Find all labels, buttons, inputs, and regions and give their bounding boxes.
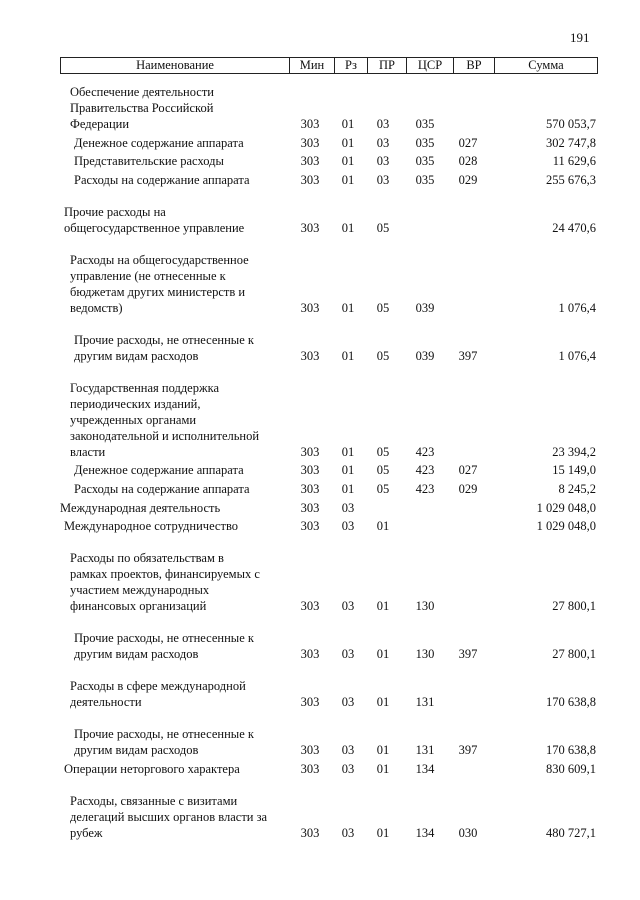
row-name: Прочие расходы, не отнесенные к другим видам расходов xyxy=(74,727,254,758)
row-pr: 01 xyxy=(376,825,390,840)
table-row xyxy=(60,135,598,151)
row-csr: 134 xyxy=(415,761,435,776)
row-name: Государственная поддержка периодических изданий, учрежденных органами законодательной и исполнительной власти xyxy=(70,380,260,459)
header-pr: ПР xyxy=(367,58,406,73)
table-row xyxy=(60,761,598,777)
row-rz: 01 xyxy=(341,481,355,496)
row-vr: 397 xyxy=(458,647,478,662)
row-pr: 01 xyxy=(376,695,390,710)
row-rz: 01 xyxy=(341,220,355,235)
row-min: 303 xyxy=(300,444,320,459)
row-name: Расходы на содержание аппарата xyxy=(74,481,250,496)
row-pr: 03 xyxy=(376,154,390,169)
row-csr: 423 xyxy=(415,481,435,496)
row-sum: 1 029 048,0 xyxy=(536,500,596,515)
row-rz: 03 xyxy=(341,519,355,534)
row-min: 303 xyxy=(300,500,320,515)
table-row xyxy=(60,630,598,662)
row-min: 303 xyxy=(300,599,320,614)
row-pr: 01 xyxy=(376,519,390,534)
row-vr: 028 xyxy=(458,154,478,169)
row-rz: 01 xyxy=(341,154,355,169)
row-rz: 01 xyxy=(341,172,355,187)
row-rz: 01 xyxy=(341,463,355,478)
row-pr: 03 xyxy=(376,135,390,150)
table-row xyxy=(60,153,598,169)
row-sum: 1 076,4 xyxy=(558,348,596,363)
row-min: 303 xyxy=(300,695,320,710)
row-name: Прочие расходы, не отнесенные к другим видам расходов xyxy=(74,332,254,363)
row-min: 303 xyxy=(300,463,320,478)
row-min: 303 xyxy=(300,481,320,496)
row-csr: 131 xyxy=(415,743,435,758)
row-min: 303 xyxy=(300,761,320,776)
row-vr: 027 xyxy=(458,135,478,150)
row-csr: 039 xyxy=(415,348,435,363)
row-name: Международная деятельность xyxy=(60,500,221,515)
table-row xyxy=(60,500,598,516)
row-pr: 05 xyxy=(376,348,390,363)
row-sum: 480 727,1 xyxy=(546,825,596,840)
row-csr: 131 xyxy=(415,695,435,710)
row-rz: 03 xyxy=(341,599,355,614)
row-min: 303 xyxy=(300,743,320,758)
row-rz: 01 xyxy=(341,117,355,131)
row-min: 303 xyxy=(300,154,320,169)
row-vr: 397 xyxy=(458,743,478,758)
table-row xyxy=(60,252,598,316)
row-pr: 01 xyxy=(376,743,390,758)
row-name: Расходы по обязательствам в рамках проектов, финансируемых с участием международных финансовых организаций xyxy=(70,551,260,614)
table-row xyxy=(60,726,598,758)
row-sum: 170 638,8 xyxy=(546,743,596,758)
row-name: Операции неторгового характера xyxy=(64,761,240,776)
row-name: Расходы на общегосударственное управление (не отнесенные к бюджетам других министерств и ведомств) xyxy=(70,252,249,315)
row-csr: 130 xyxy=(415,647,435,662)
row-csr: 035 xyxy=(415,135,435,150)
table-row xyxy=(60,462,598,478)
row-sum: 830 609,1 xyxy=(546,761,596,776)
row-csr: 423 xyxy=(415,444,435,459)
header-rz: Рз xyxy=(334,58,367,73)
table-row xyxy=(60,380,598,460)
header-csr: ЦСР xyxy=(406,58,453,73)
row-pr: 03 xyxy=(376,117,390,131)
table-header xyxy=(60,57,598,74)
row-sum: 27 800,1 xyxy=(552,599,596,614)
row-name: Денежное содержание аппарата xyxy=(74,463,244,478)
row-sum: 1 029 048,0 xyxy=(536,519,596,534)
table-row xyxy=(60,793,598,841)
row-rz: 01 xyxy=(341,300,355,315)
row-name: Обеспечение деятельности Правительства Российской Федерации xyxy=(70,85,215,131)
row-csr: 423 xyxy=(415,463,435,478)
row-sum: 27 800,1 xyxy=(552,647,596,662)
row-sum: 170 638,8 xyxy=(546,695,596,710)
row-rz: 01 xyxy=(341,348,355,363)
row-sum: 302 747,8 xyxy=(546,135,596,150)
row-vr: 029 xyxy=(458,172,478,187)
row-sum: 23 394,2 xyxy=(552,444,596,459)
row-pr: 05 xyxy=(376,463,390,478)
row-vr: 397 xyxy=(458,348,478,363)
row-pr: 03 xyxy=(376,172,390,187)
row-min: 303 xyxy=(300,172,320,187)
row-pr: 01 xyxy=(376,599,390,614)
row-sum: 8 245,2 xyxy=(558,481,596,496)
table-row xyxy=(60,204,598,236)
row-min: 303 xyxy=(300,348,320,363)
row-csr: 035 xyxy=(415,172,435,187)
row-rz: 01 xyxy=(341,135,355,150)
row-rz: 03 xyxy=(341,500,355,515)
table-row xyxy=(60,550,598,614)
row-rz: 03 xyxy=(341,743,355,758)
header-vr: ВР xyxy=(453,58,494,73)
row-min: 303 xyxy=(300,519,320,534)
table-row xyxy=(60,518,598,534)
row-min: 303 xyxy=(300,300,320,315)
row-min: 303 xyxy=(300,117,320,131)
row-name: Денежное содержание аппарата xyxy=(74,135,244,150)
row-sum: 570 053,7 xyxy=(546,117,596,131)
row-pr: 05 xyxy=(376,481,390,496)
row-sum: 255 676,3 xyxy=(546,172,596,187)
table-body xyxy=(60,84,598,843)
row-rz: 03 xyxy=(341,825,355,840)
table-row xyxy=(60,172,598,188)
table-row xyxy=(60,84,598,132)
row-min: 303 xyxy=(300,135,320,150)
row-csr: 039 xyxy=(415,300,435,315)
header-name: Наименование xyxy=(136,58,214,72)
page-number: 191 xyxy=(570,30,590,45)
row-name: Прочие расходы, не отнесенные к другим видам расходов xyxy=(74,631,254,662)
row-sum: 1 076,4 xyxy=(558,300,596,315)
row-csr: 035 xyxy=(415,117,435,131)
row-vr: 030 xyxy=(458,825,478,840)
row-min: 303 xyxy=(300,825,320,840)
row-name: Международное сотрудничество xyxy=(64,519,239,534)
row-pr: 05 xyxy=(376,220,390,235)
row-name: Представительские расходы xyxy=(74,154,224,169)
row-vr: 029 xyxy=(458,481,478,496)
row-name: Расходы в сфере международной деятельности xyxy=(70,679,246,710)
row-pr: 01 xyxy=(376,647,390,662)
row-min: 303 xyxy=(300,220,320,235)
header-sum: Сумма xyxy=(494,58,597,73)
row-csr: 130 xyxy=(415,599,435,614)
table-row xyxy=(60,481,598,497)
table-row xyxy=(60,678,598,710)
row-rz: 03 xyxy=(341,761,355,776)
header-min: Мин xyxy=(289,58,334,73)
row-min: 303 xyxy=(300,647,320,662)
row-sum: 11 629,6 xyxy=(552,154,596,169)
row-sum: 15 149,0 xyxy=(552,463,596,478)
row-name: Расходы, связанные с визитами делегаций высших органов власти за рубеж xyxy=(70,793,268,840)
row-rz: 01 xyxy=(341,444,355,459)
row-pr: 05 xyxy=(376,444,390,459)
row-sum: 24 470,6 xyxy=(552,220,596,235)
row-csr: 035 xyxy=(415,154,435,169)
row-rz: 03 xyxy=(341,695,355,710)
table-row xyxy=(60,332,598,364)
row-rz: 03 xyxy=(341,647,355,662)
row-pr: 05 xyxy=(376,300,390,315)
row-name: Прочие расходы на общегосударственное управление xyxy=(64,204,245,235)
row-csr: 134 xyxy=(415,825,435,840)
row-vr: 027 xyxy=(458,463,478,478)
row-name: Расходы на содержание аппарата xyxy=(74,172,250,187)
row-pr: 01 xyxy=(376,761,390,776)
